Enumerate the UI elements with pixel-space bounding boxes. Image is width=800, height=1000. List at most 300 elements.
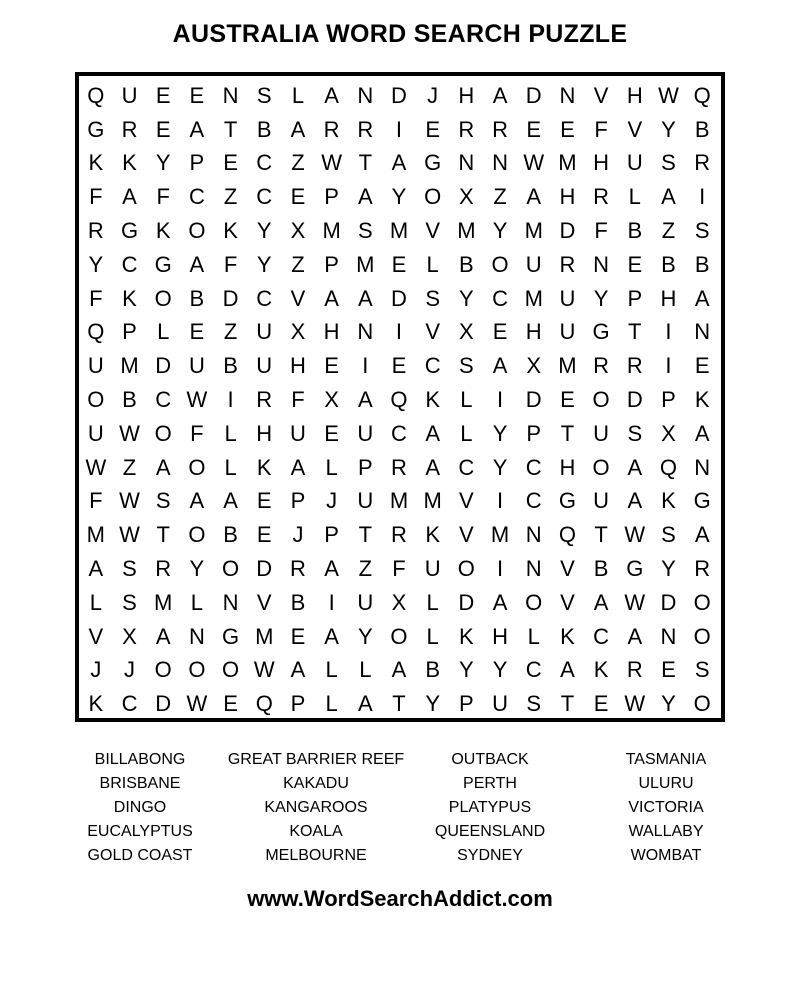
grid-letter: Y: [391, 184, 407, 210]
word-item: KAKADU: [283, 775, 349, 792]
grid-letter: Y: [492, 454, 508, 480]
grid-letter: Q: [255, 691, 273, 717]
grid-letter: M: [356, 251, 375, 277]
grid-letter: N: [458, 150, 475, 176]
grid-letter: U: [256, 319, 273, 345]
grid-letter: A: [357, 184, 373, 210]
grid-letter: Y: [661, 691, 676, 717]
grid-letter: I: [395, 116, 403, 142]
grid-letter: K: [88, 150, 104, 176]
grid-letter: D: [155, 353, 172, 379]
grid-letter: O: [188, 218, 206, 244]
grid-letter: I: [496, 488, 504, 514]
grid-letter: E: [560, 116, 575, 142]
grid-letter: M: [490, 522, 510, 548]
grid-letter: A: [290, 657, 306, 683]
grid-letter: Y: [459, 657, 474, 683]
grid-letter: P: [324, 251, 339, 277]
grid-letter: U: [424, 555, 441, 581]
grid-letter: B: [189, 285, 205, 311]
word-item: OUTBACK: [451, 751, 529, 768]
grid-letter: E: [492, 319, 508, 345]
grid-letter: B: [223, 522, 238, 548]
grid-letter: O: [693, 623, 711, 649]
grid-letter: O: [592, 386, 610, 412]
grid-letter: R: [492, 116, 508, 142]
grid-letter: U: [559, 319, 576, 345]
grid-letter: U: [593, 488, 610, 514]
grid-letter: R: [626, 657, 643, 683]
website-footer: www.WordSearchAddict.com: [247, 886, 553, 911]
grid-letter: X: [290, 218, 306, 244]
grid-letter: E: [256, 522, 272, 548]
grid-letter: H: [559, 454, 576, 480]
grid-letter: D: [525, 386, 542, 412]
grid-letter: C: [256, 285, 273, 311]
grid-letter: K: [88, 691, 104, 717]
grid-letter: A: [694, 522, 710, 548]
grid-letter: A: [324, 82, 339, 108]
grid-letter: L: [325, 657, 338, 683]
grid-letter: M: [457, 218, 476, 244]
grid-letter: E: [324, 353, 339, 379]
grid-letter: D: [525, 82, 542, 108]
grid-letter: B: [122, 386, 137, 412]
grid-letter: E: [155, 116, 171, 142]
grid-letter: L: [527, 623, 540, 649]
grid-letter: Z: [291, 251, 305, 277]
word-item: WOMBAT: [630, 847, 702, 864]
grid-letter: E: [290, 623, 306, 649]
grid-letter: R: [694, 150, 711, 176]
grid-letter: M: [524, 218, 543, 244]
grid-letter: U: [289, 420, 306, 446]
grid-letter: W: [85, 454, 107, 480]
grid-letter: Y: [256, 251, 272, 277]
grid-letter: L: [460, 386, 473, 412]
grid-letter: Z: [661, 218, 676, 244]
grid-letter: S: [122, 555, 137, 581]
grid-letter: X: [459, 184, 474, 210]
grid-letter: Z: [122, 454, 137, 480]
grid-letter: G: [120, 218, 139, 244]
grid-letter: J: [124, 657, 136, 683]
grid-letter: T: [392, 691, 406, 717]
grid-letter: Y: [661, 116, 676, 142]
grid-letter: C: [424, 353, 441, 379]
grid-letter: A: [324, 555, 339, 581]
grid-letter: N: [492, 150, 508, 176]
grid-letter: E: [256, 488, 272, 514]
grid-letter: I: [362, 353, 369, 379]
word-list-column-1: [60, 748, 220, 868]
grid-letter: C: [256, 184, 273, 210]
grid-letter: I: [496, 386, 504, 412]
grid-letter: Y: [492, 420, 508, 446]
grid-letter: S: [155, 488, 171, 514]
grid-letter: V: [290, 285, 306, 311]
grid-letter: L: [628, 184, 641, 210]
grid-letter: B: [661, 251, 676, 277]
grid-letter: M: [322, 218, 341, 244]
grid-letter: L: [426, 251, 439, 277]
grid-letter: B: [694, 116, 710, 142]
grid-letter: B: [593, 555, 609, 581]
grid-letter: A: [155, 454, 171, 480]
grid-letter: O: [693, 691, 711, 717]
word-item: PLATYPUS: [448, 799, 532, 816]
grid-letter: L: [359, 657, 372, 683]
grid-letter: J: [326, 488, 338, 514]
grid-letter: X: [526, 353, 542, 379]
grid-letter: T: [560, 420, 575, 446]
grid-letter: G: [222, 623, 240, 649]
grid-letter: G: [693, 488, 711, 514]
grid-letter: W: [624, 589, 646, 615]
grid-letter: Y: [357, 623, 373, 649]
word-item: QUEENSLAND: [434, 823, 546, 840]
grid-letter: A: [357, 691, 373, 717]
grid-letter: E: [290, 184, 306, 210]
grid-letter: U: [188, 353, 205, 379]
grid-letter: R: [121, 116, 138, 142]
grid-letter: D: [660, 589, 677, 615]
grid-letter: U: [525, 251, 542, 277]
grid-letter: W: [624, 522, 646, 548]
grid-letter: E: [189, 319, 205, 345]
grid-letter: U: [593, 420, 610, 446]
grid-letter: R: [323, 116, 340, 142]
grid-letter: X: [459, 319, 474, 345]
grid-letter: Y: [88, 251, 104, 277]
grid-letter: W: [658, 82, 679, 108]
grid-letter: B: [459, 251, 474, 277]
word-item: GOLD COAST: [87, 847, 193, 864]
grid-letter: Q: [87, 82, 105, 108]
grid-letter: H: [458, 82, 475, 108]
grid-letter: Q: [87, 319, 105, 345]
grid-letter: E: [593, 691, 609, 717]
grid-letter: I: [699, 184, 706, 210]
grid-letter: R: [458, 116, 475, 142]
word-item: PERTH: [463, 775, 517, 792]
grid-letter: K: [593, 657, 609, 683]
grid-letter: O: [154, 285, 172, 311]
grid-letter: R: [391, 522, 407, 548]
grid-letter: G: [626, 555, 644, 581]
grid-letter: A: [391, 657, 407, 683]
grid-letter: O: [188, 522, 206, 548]
grid-letter: Y: [189, 555, 205, 581]
grid-letter: W: [523, 150, 545, 176]
grid-letter: Z: [358, 555, 373, 581]
grid-letter: D: [391, 285, 407, 311]
grid-letter: U: [87, 420, 104, 446]
grid-letter: E: [627, 251, 643, 277]
grid-letter: R: [357, 116, 374, 142]
grid-letter: A: [223, 488, 238, 514]
grid-letter: I: [328, 589, 335, 615]
grid-letter: M: [120, 353, 139, 379]
grid-letter: K: [256, 454, 272, 480]
grid-letter: A: [391, 150, 407, 176]
grid-letter: P: [189, 150, 205, 176]
grid-letter: O: [188, 657, 206, 683]
grid-letter: L: [460, 420, 473, 446]
grid-letter: E: [324, 420, 339, 446]
grid-letter: Y: [661, 555, 676, 581]
word-item: VICTORIA: [628, 799, 704, 816]
grid-letter: W: [119, 420, 140, 446]
grid-letter: M: [558, 353, 577, 379]
grid-letter: A: [189, 488, 205, 514]
grid-letter: O: [87, 386, 105, 412]
grid-letter: D: [256, 555, 273, 581]
grid-letter: W: [119, 488, 140, 514]
grid-letter: C: [121, 691, 138, 717]
grid-letter: A: [357, 386, 373, 412]
grid-letter: M: [389, 488, 409, 514]
grid-letter: R: [155, 555, 172, 581]
grid-letter: K: [694, 386, 710, 412]
grid-letter: X: [324, 386, 339, 412]
grid-letter: G: [424, 150, 442, 176]
grid-letter: G: [592, 319, 610, 345]
grid-letter: L: [325, 454, 338, 480]
grid-letter: Y: [492, 657, 508, 683]
grid-letter: S: [357, 218, 373, 244]
grid-letter: B: [627, 218, 643, 244]
grid-letter: C: [525, 454, 542, 480]
grid-letter: B: [256, 116, 272, 142]
grid-letter: Q: [390, 386, 408, 412]
grid-letter: G: [154, 251, 172, 277]
grid-letter: J: [292, 522, 304, 548]
grid-letter: E: [189, 82, 205, 108]
grid-letter: E: [391, 251, 407, 277]
grid-letter: V: [425, 218, 441, 244]
grid-letter: P: [122, 319, 137, 345]
grid-letter: Y: [425, 691, 441, 717]
word-list-column-2: [216, 748, 416, 868]
grid-letter: P: [324, 522, 339, 548]
grid-letter: V: [560, 555, 575, 581]
grid-letter: F: [156, 184, 170, 210]
grid-letter: B: [290, 589, 306, 615]
word-item: ULURU: [638, 775, 694, 792]
grid-letter: H: [525, 319, 542, 345]
grid-letter: I: [665, 353, 672, 379]
grid-letter: C: [458, 454, 475, 480]
grid-letter: A: [189, 116, 205, 142]
grid-letter: A: [492, 353, 508, 379]
grid-letter: N: [525, 522, 542, 548]
grid-letter: F: [594, 218, 608, 244]
grid-letter: S: [694, 657, 710, 683]
grid-letter: H: [323, 319, 340, 345]
grid-letter: A: [694, 420, 710, 446]
word-list-column-3: [410, 748, 570, 868]
grid-letter: R: [626, 353, 643, 379]
grid-letter: V: [627, 116, 643, 142]
grid-letter: L: [426, 623, 439, 649]
grid-letter: R: [593, 353, 610, 379]
word-item: WALLABY: [628, 823, 704, 840]
grid-letter: L: [325, 691, 338, 717]
grid-letter: F: [89, 488, 103, 514]
grid-letter: T: [594, 522, 608, 548]
grid-letter: Z: [223, 319, 238, 345]
grid-letter: E: [526, 116, 542, 142]
word-item: MELBOURNE: [265, 847, 367, 864]
grid-letter: N: [357, 319, 374, 345]
grid-letter: N: [222, 589, 239, 615]
grid-letter: L: [190, 589, 204, 615]
grid-letter: W: [321, 150, 342, 176]
grid-letter: N: [525, 555, 542, 581]
grid-letter: Q: [558, 522, 576, 548]
grid-letter: V: [425, 319, 441, 345]
grid-letter: I: [227, 386, 234, 412]
grid-letter: N: [559, 82, 576, 108]
grid-letter: S: [661, 150, 676, 176]
grid-letter: R: [559, 251, 576, 277]
grid-letter: V: [88, 623, 104, 649]
grid-letter: V: [459, 522, 474, 548]
grid-letter: A: [290, 454, 306, 480]
grid-letter: A: [189, 251, 205, 277]
grid-letter: B: [223, 353, 238, 379]
grid-letter: K: [459, 623, 474, 649]
grid-letter: A: [290, 116, 306, 142]
grid-letter: A: [155, 623, 171, 649]
grid-letter: P: [526, 420, 542, 446]
grid-letter: K: [122, 285, 137, 311]
grid-letter: H: [660, 285, 677, 311]
grid-letter: W: [119, 522, 140, 548]
grid-letter: D: [559, 218, 576, 244]
grid-letter: E: [391, 353, 407, 379]
grid-letter: K: [560, 623, 575, 649]
grid-letter: P: [324, 184, 339, 210]
grid-letter: N: [660, 623, 677, 649]
grid-letter: T: [628, 319, 642, 345]
grid-letter: Y: [492, 218, 508, 244]
grid-letter: E: [661, 657, 676, 683]
grid-letter: E: [223, 150, 238, 176]
grid-letter: K: [425, 522, 441, 548]
grid-letter: U: [357, 488, 374, 514]
grid-letter: D: [155, 691, 172, 717]
grid-letter: S: [661, 522, 676, 548]
grid-letter: S: [122, 589, 137, 615]
grid-letter: O: [457, 555, 475, 581]
grid-letter: S: [694, 218, 710, 244]
grid-letter: O: [222, 555, 240, 581]
word-item: BRISBANE: [99, 775, 181, 792]
grid-letter: X: [661, 420, 676, 446]
grid-letter: B: [694, 251, 710, 277]
grid-letter: T: [223, 116, 238, 142]
grid-letter: C: [492, 285, 508, 311]
word-item: TASMANIA: [625, 751, 707, 768]
grid-letter: A: [627, 623, 643, 649]
grid-letter: I: [665, 319, 672, 345]
grid-letter: L: [224, 454, 237, 480]
word-item: GREAT BARRIER REEF: [227, 751, 405, 768]
grid-letter: A: [526, 184, 542, 210]
grid-letter: Q: [659, 454, 678, 480]
grid-letter: F: [594, 116, 608, 142]
grid-letter: F: [89, 184, 103, 210]
grid-letter: O: [188, 454, 206, 480]
grid-letter: S: [627, 420, 643, 446]
grid-letter: A: [88, 555, 104, 581]
grid-letter: H: [626, 82, 643, 108]
grid-letter: Y: [155, 150, 171, 176]
grid-letter: C: [256, 150, 273, 176]
grid-letter: X: [391, 589, 407, 615]
grid-letter: I: [395, 319, 403, 345]
grid-letter: P: [357, 454, 373, 480]
grid-letter: N: [222, 82, 239, 108]
grid-letter: T: [560, 691, 575, 717]
grid-letter: V: [459, 488, 474, 514]
grid-letter: S: [459, 353, 474, 379]
grid-letter: X: [122, 623, 137, 649]
grid-letter: E: [694, 353, 710, 379]
grid-letter: S: [256, 82, 272, 108]
grid-letter: M: [154, 589, 173, 615]
grid-letter: R: [694, 555, 711, 581]
grid-letter: C: [121, 251, 138, 277]
word-list-column-4: [586, 748, 746, 868]
word-item: SYDNEY: [457, 847, 523, 864]
grid-letter: U: [626, 150, 643, 176]
grid-letter: O: [154, 420, 172, 446]
grid-letter: E: [425, 116, 441, 142]
grid-letter: L: [157, 319, 170, 345]
grid-letter: A: [425, 454, 441, 480]
grid-letter: C: [188, 184, 205, 210]
grid-letter: S: [526, 691, 542, 717]
grid-letter: D: [626, 386, 643, 412]
grid-letter: Y: [593, 285, 609, 311]
grid-letter: O: [592, 454, 610, 480]
grid-letter: K: [425, 386, 441, 412]
grid-letter: A: [661, 184, 676, 210]
grid-letter: M: [524, 285, 543, 311]
grid-letter: R: [391, 454, 407, 480]
grid-letter: J: [427, 82, 439, 108]
word-list: [0, 748, 800, 873]
grid-letter: V: [593, 82, 609, 108]
word-item: DINGO: [113, 799, 167, 816]
grid-letter: L: [291, 82, 305, 108]
letter-grid: [79, 79, 719, 721]
grid-letter: R: [256, 386, 273, 412]
grid-letter: O: [222, 657, 240, 683]
grid-letter: F: [223, 251, 238, 277]
word-item: KOALA: [289, 823, 343, 840]
grid-letter: O: [154, 657, 172, 683]
grid-letter: D: [391, 82, 407, 108]
grid-letter: T: [358, 522, 373, 548]
grid-letter: W: [186, 386, 208, 412]
grid-letter: D: [458, 589, 475, 615]
grid-letter: O: [424, 184, 442, 210]
grid-letter: U: [559, 285, 576, 311]
